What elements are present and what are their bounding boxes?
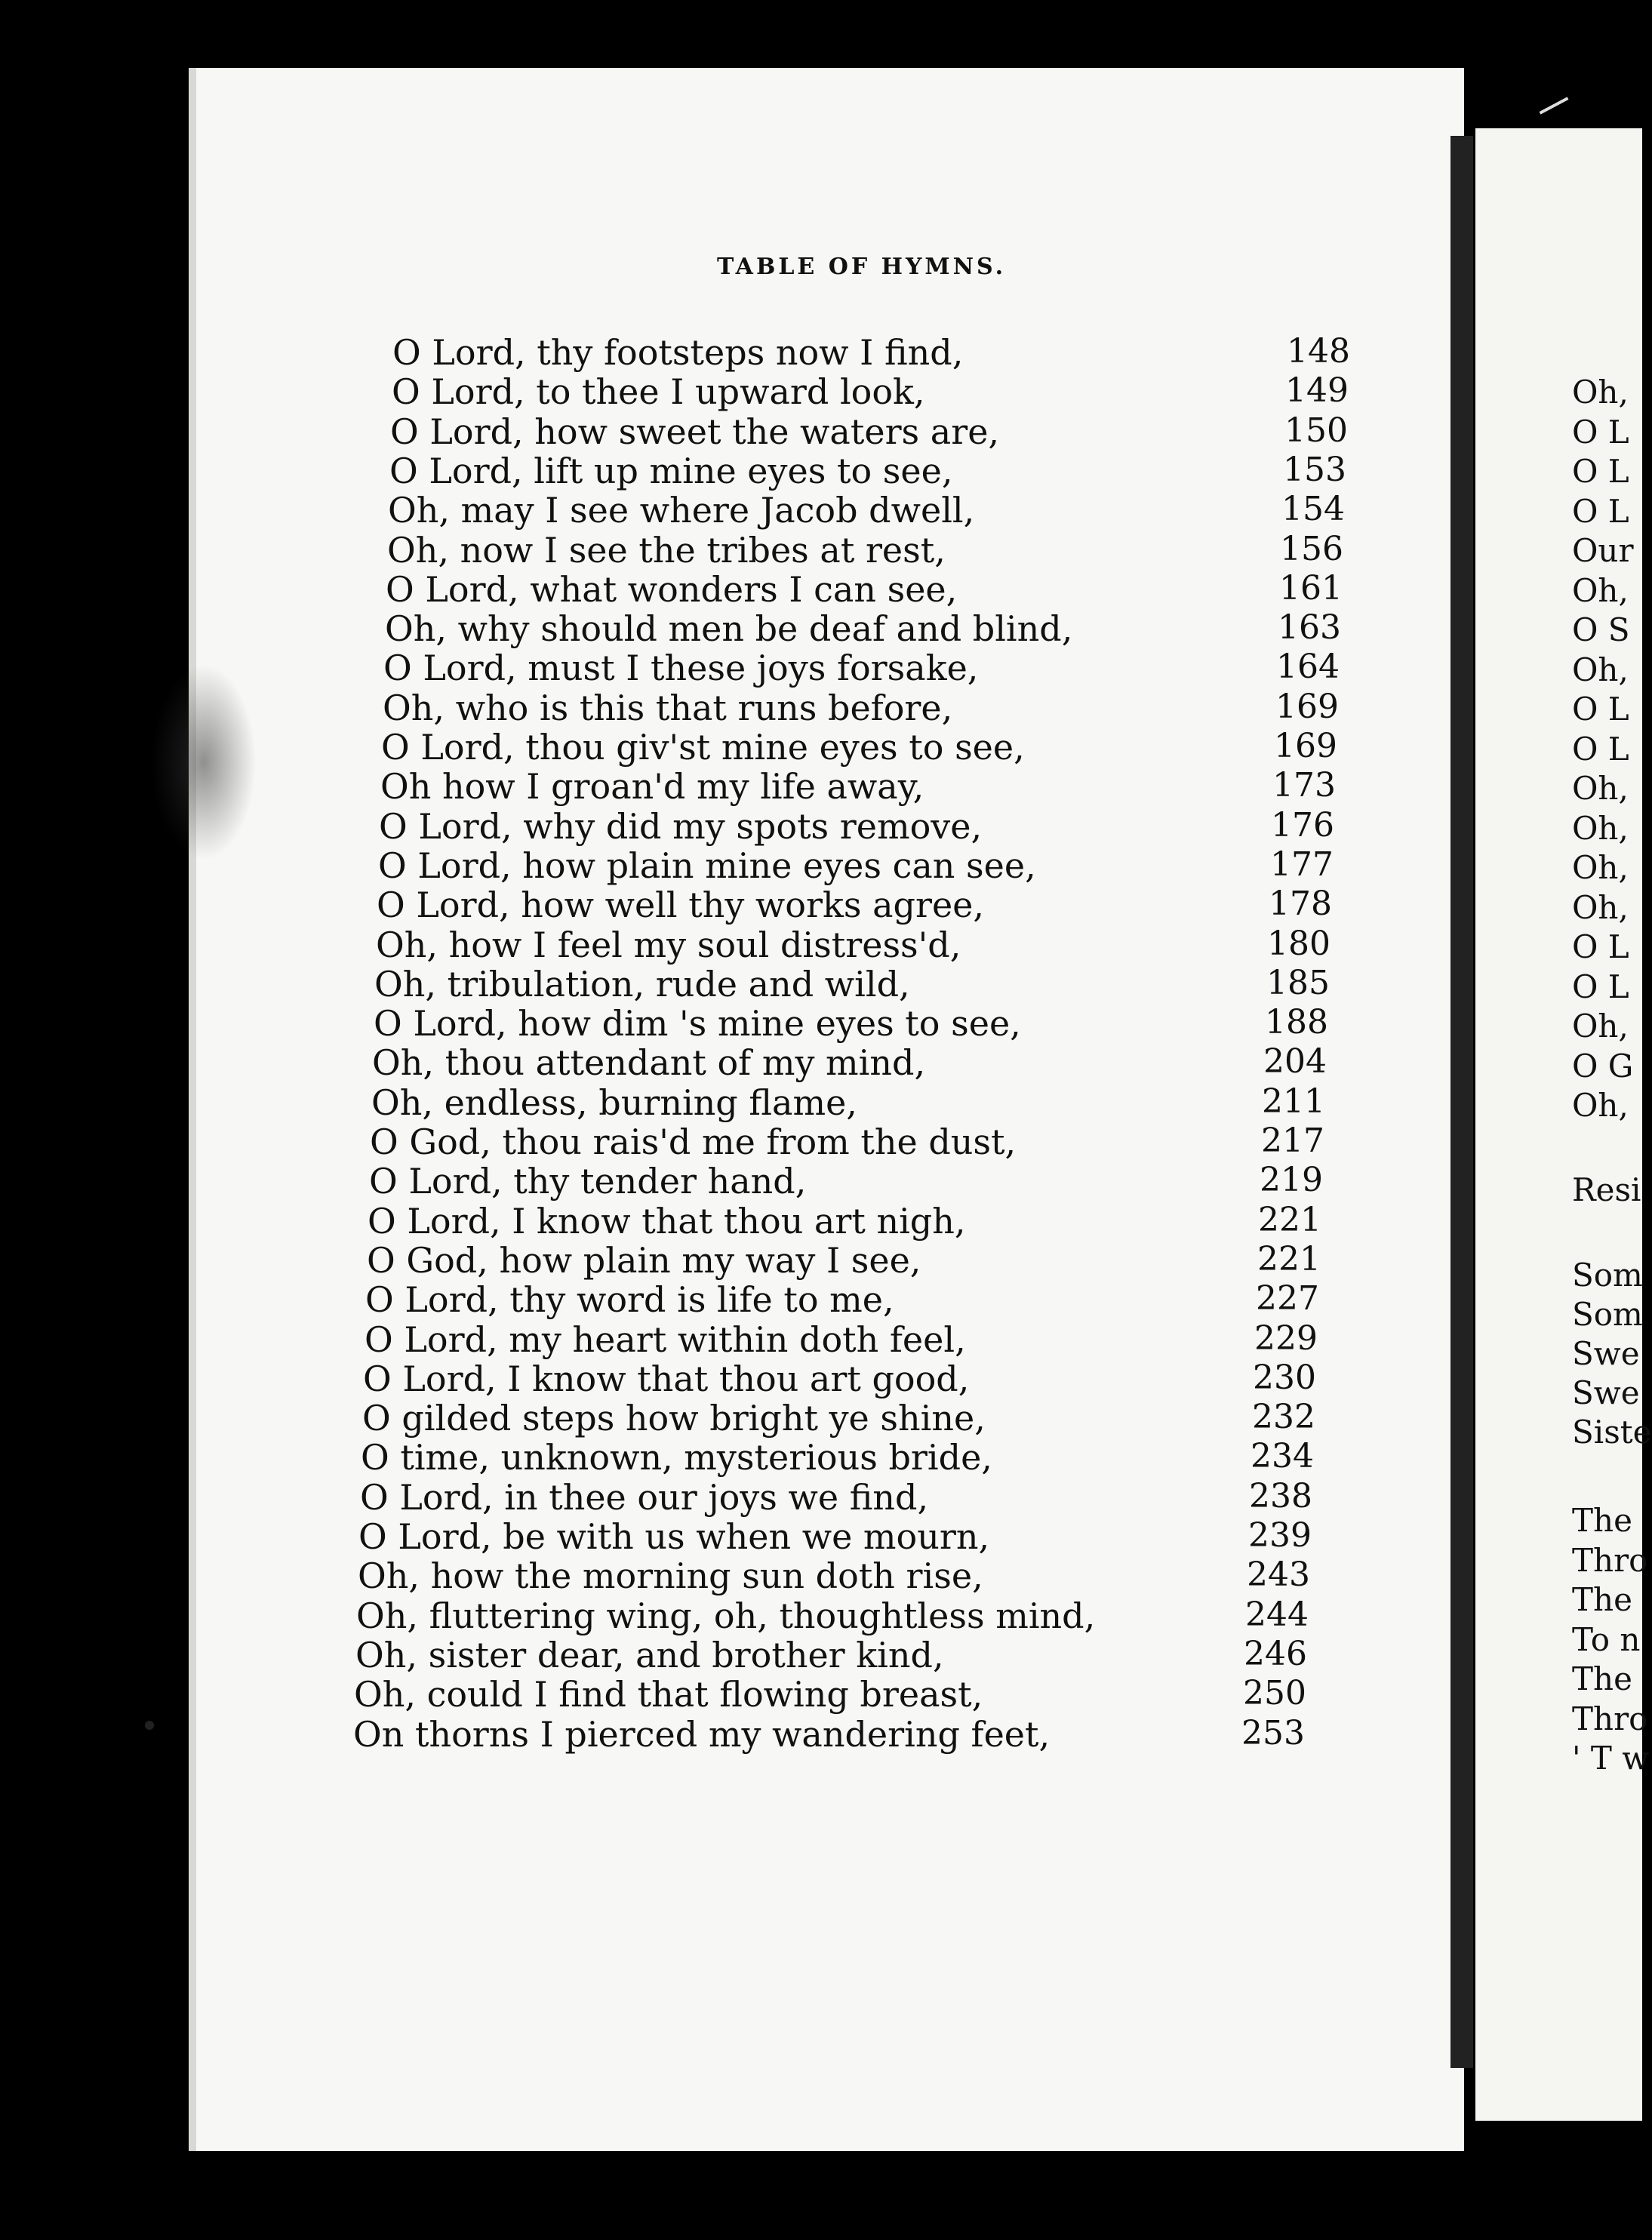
hymn-entry [0, 766, 1336, 807]
facing-page-fragment: Swe [1572, 1374, 1640, 1411]
facing-page-fragment: Oh, [1572, 1008, 1629, 1045]
book-gutter [1450, 136, 1473, 2068]
hymn-first-line: Oh, fluttering wing, oh, thoughtless mind, [356, 1595, 1096, 1636]
facing-page-fragment: Oh, [1572, 651, 1629, 688]
hymn-entry [0, 1201, 1321, 1242]
hymn-first-line: O God, thou rais'd me from the dust, [370, 1122, 1017, 1162]
hymn-entry [0, 1161, 1323, 1202]
facing-page-fragment: Oh, [1572, 849, 1629, 886]
hymn-entry [0, 964, 1330, 1005]
hymn-number: 211 [1262, 1082, 1325, 1121]
facing-page-fragment: O L [1572, 414, 1629, 451]
facing-page-fragment: O L [1572, 928, 1629, 965]
hymn-number: 229 [1254, 1319, 1318, 1358]
facing-page-fragment: Oh, [1572, 810, 1629, 847]
hymn-first-line: Oh, sister dear, and brother kind, [355, 1635, 944, 1675]
hymn-entry [0, 1555, 1310, 1596]
facing-page-fragment: Swe [1572, 1335, 1640, 1372]
hymn-number: 185 [1266, 964, 1330, 1002]
facing-page-fragment: The [1572, 1581, 1632, 1618]
hymn-first-line: O Lord, must I these joys forsake, [383, 648, 979, 688]
hymn-entry [0, 885, 1332, 925]
hymn-number: 234 [1251, 1437, 1314, 1475]
hymn-number: 153 [1283, 451, 1346, 489]
hymn-first-line: Oh, now I see the tribes at rest, [387, 530, 946, 571]
hymn-number: 246 [1244, 1635, 1307, 1673]
hymn-number: 221 [1258, 1201, 1321, 1239]
facing-page-fragment: To n [1572, 1621, 1641, 1658]
hymn-number: 177 [1270, 845, 1334, 884]
hymn-entry [0, 1595, 1309, 1636]
facing-page-fragment: O L [1572, 731, 1629, 768]
hymn-first-line: O time, unknown, mysterious bride, [361, 1437, 992, 1478]
hymn-entry [0, 530, 1343, 571]
facing-page-fragment: Som [1572, 1296, 1643, 1333]
hymn-entry [0, 806, 1334, 847]
hymn-entry [0, 332, 1350, 373]
hymn-entry [0, 1477, 1312, 1518]
facing-page-fragment: Thro [1572, 1700, 1648, 1737]
hymn-entry [0, 1714, 1305, 1755]
facing-page-fragment: Our [1572, 532, 1634, 569]
hymn-number: 244 [1245, 1595, 1309, 1634]
hymn-number: 149 [1285, 371, 1349, 410]
facing-page-fragment: O G [1572, 1048, 1634, 1085]
hymn-entry [0, 1358, 1316, 1399]
hymn-entry [0, 569, 1343, 610]
facing-page-fragment: Siste [1572, 1414, 1652, 1451]
hymn-number: 161 [1279, 569, 1343, 608]
hymn-first-line: O God, how plain my way I see, [367, 1240, 921, 1281]
hymn-entry [0, 1398, 1315, 1438]
hymn-first-line: O Lord, in thee our joys we find, [360, 1477, 929, 1518]
hymn-number: 148 [1287, 332, 1350, 371]
hymn-number: 173 [1272, 766, 1336, 805]
facing-page-fragment: Oh, [1572, 770, 1629, 807]
facing-page-fragment: The [1572, 1502, 1632, 1539]
hymn-first-line: On thorns I pierced my wandering feet, [353, 1714, 1051, 1755]
hymn-first-line: O Lord, what wonders I can see, [386, 569, 958, 610]
hymn-first-line: Oh, who is this that runs before, [383, 688, 953, 728]
hymn-first-line: O Lord, thy word is life to me, [365, 1279, 894, 1320]
hymn-number: 156 [1280, 530, 1343, 568]
hymn-number: 250 [1243, 1674, 1306, 1712]
hymn-entry [0, 371, 1349, 412]
hymn-entry [0, 1042, 1327, 1083]
hymn-first-line: Oh, could I find that flowing breast, [354, 1674, 983, 1715]
hymn-first-line: O Lord, I know that thou art good, [363, 1358, 970, 1399]
hymn-number: 219 [1260, 1161, 1323, 1199]
facing-page-fragment: O L [1572, 453, 1629, 490]
hymn-number: 239 [1248, 1516, 1312, 1555]
hymn-entry [0, 1674, 1306, 1715]
hymn-number: 238 [1249, 1477, 1312, 1515]
scan-mark [1540, 97, 1569, 114]
hymn-entry [0, 1279, 1319, 1320]
hymn-number: 154 [1281, 490, 1345, 528]
hymn-number: 169 [1274, 727, 1337, 765]
facing-page-fragment: Resi [1572, 1171, 1641, 1208]
hymn-entry [0, 925, 1331, 965]
page-title: TABLE OF HYMNS. [717, 254, 1007, 280]
facing-page-fragment: Thro [1572, 1542, 1648, 1579]
hymn-number: 164 [1276, 648, 1340, 686]
hymn-number: 204 [1263, 1042, 1327, 1081]
hymn-first-line: O Lord, how plain mine eyes can see, [378, 845, 1036, 886]
hymn-number: 163 [1278, 608, 1341, 647]
hymn-entry [0, 490, 1345, 531]
hymn-first-line: Oh, thou attendant of my mind, [372, 1042, 926, 1083]
hymn-number: 178 [1269, 885, 1332, 923]
hymn-first-line: Oh, how the morning sun doth rise, [358, 1555, 983, 1596]
hymn-number: 227 [1256, 1279, 1319, 1318]
hymn-first-line: Oh, why should men be deaf and blind, [385, 608, 1073, 649]
facing-page-fragment: Oh, [1572, 889, 1629, 926]
hymn-first-line: O Lord, thy footsteps now I find, [392, 332, 964, 373]
hymn-first-line: Oh how I groan'd my life away, [380, 766, 924, 807]
hymn-first-line: Oh, tribulation, rude and wild, [374, 964, 910, 1005]
hymn-first-line: Oh, how I feel my soul distress'd, [376, 925, 961, 965]
hymn-first-line: O Lord, lift up mine eyes to see, [389, 451, 953, 491]
hymn-number: 230 [1253, 1358, 1316, 1397]
facing-page-fragment: O L [1572, 968, 1629, 1005]
hymn-entry [0, 1082, 1325, 1123]
hymn-entry [0, 1319, 1318, 1360]
hymn-number: 188 [1265, 1003, 1328, 1042]
hymn-first-line: Oh, endless, burning flame, [371, 1082, 857, 1123]
hymn-number: 243 [1247, 1555, 1310, 1594]
hymn-entry [0, 727, 1337, 768]
hymn-entry [0, 1122, 1324, 1162]
hymn-first-line: O gilded steps how bright ye shine, [362, 1398, 986, 1438]
facing-page-fragment: The [1572, 1660, 1632, 1697]
facing-page-fragment: Oh, [1572, 572, 1629, 609]
hymn-entry [0, 411, 1348, 452]
hymn-first-line: O Lord, why did my spots remove, [379, 806, 983, 847]
hymn-number: 253 [1241, 1714, 1305, 1752]
hymn-first-line: O Lord, my heart within doth feel, [365, 1319, 966, 1360]
hymn-entry [0, 1635, 1307, 1675]
facing-page-fragment: O L [1572, 691, 1629, 728]
hymn-number: 232 [1252, 1398, 1315, 1436]
facing-page-fragment: Oh, [1572, 374, 1629, 411]
hymn-number: 176 [1271, 806, 1334, 845]
hymn-number: 221 [1257, 1240, 1321, 1278]
hymn-first-line: O Lord, thy tender hand, [369, 1161, 807, 1202]
facing-page-fragment: Som [1572, 1257, 1643, 1294]
hymn-entry [0, 1240, 1321, 1281]
hymn-number: 150 [1284, 411, 1348, 450]
facing-page-fragment: Oh, [1572, 1087, 1629, 1124]
hymn-first-line: O Lord, how dim 's mine eyes to see, [374, 1003, 1021, 1044]
hymn-number: 169 [1275, 688, 1339, 726]
hymn-entry [0, 648, 1340, 688]
hymn-first-line: O Lord, I know that thou art nigh, [368, 1201, 966, 1242]
hymn-entry [0, 451, 1346, 491]
hymn-first-line: O Lord, how sweet the waters are, [390, 411, 1000, 452]
hymn-first-line: O Lord, how well thy works agree, [377, 885, 985, 925]
hymn-first-line: O Lord, be with us when we mourn, [358, 1516, 990, 1557]
hymn-number: 217 [1261, 1122, 1324, 1160]
facing-page-fragment: ' T w [1572, 1740, 1650, 1777]
hymn-entry [0, 688, 1339, 728]
facing-page-fragment: O L [1572, 493, 1629, 530]
hymn-entry [0, 1516, 1312, 1557]
hymn-entry [0, 845, 1334, 886]
hymn-first-line: O Lord, thou giv'st mine eyes to see, [381, 727, 1025, 768]
hymn-entry [0, 608, 1341, 649]
hymn-entry [0, 1437, 1314, 1478]
hymn-first-line: Oh, may I see where Jacob dwell, [388, 490, 975, 531]
hymn-number: 180 [1267, 925, 1331, 963]
hymn-entry [0, 1003, 1328, 1044]
hymn-first-line: O Lord, to thee I upward look, [392, 371, 925, 412]
facing-page-fragment: O S [1572, 611, 1630, 648]
